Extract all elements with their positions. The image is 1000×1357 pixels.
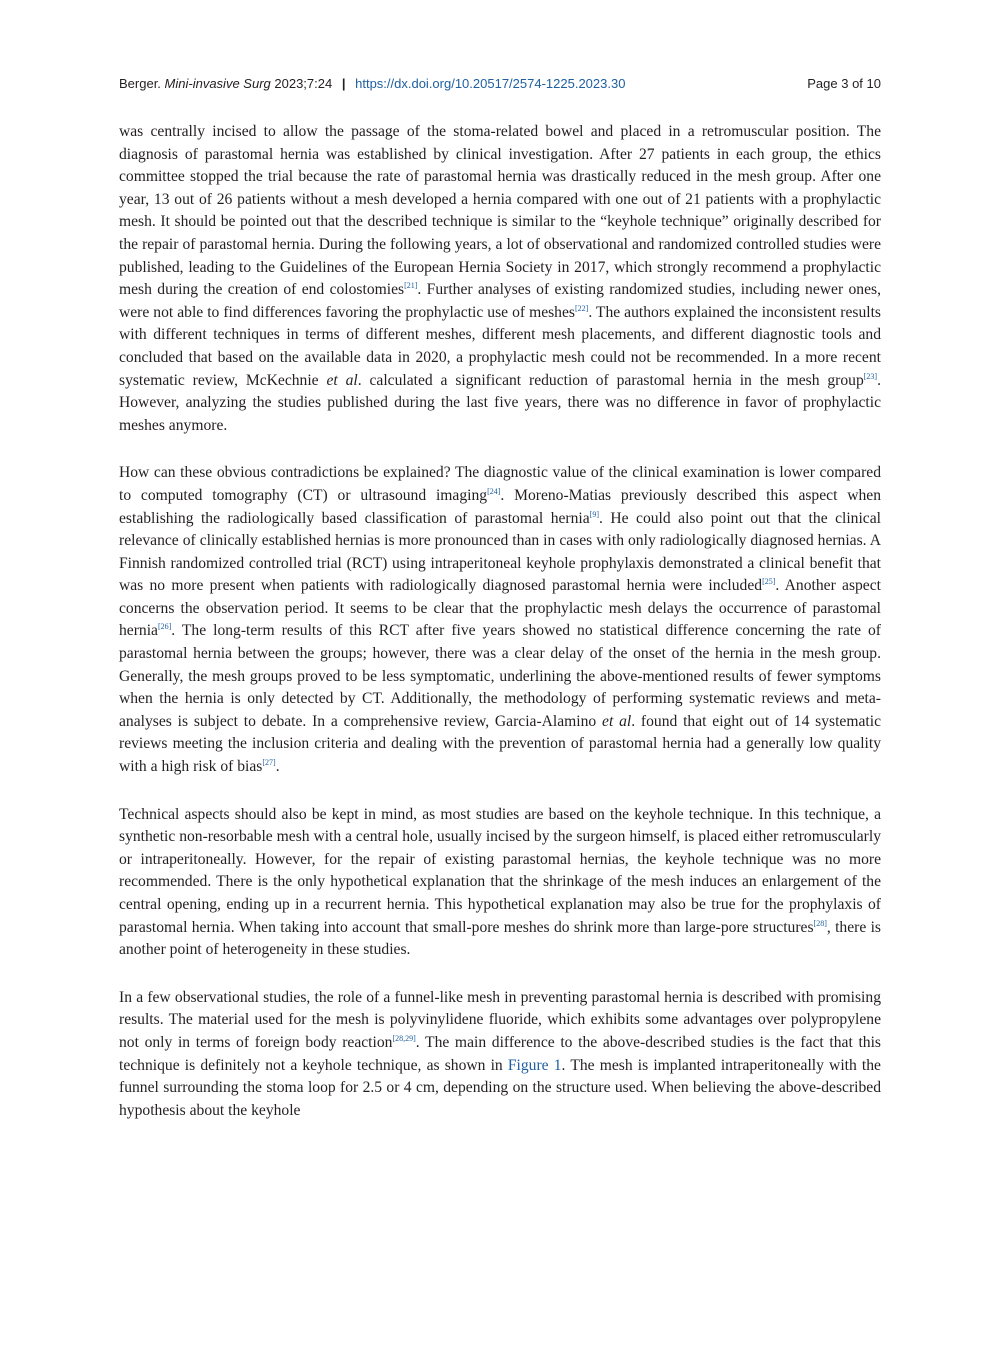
text-run: . Further analyses of existing randomized studies, including newer ones, were not able to find differences favoring the prophylactic use of meshes bbox=[119, 281, 881, 321]
text-run: . bbox=[275, 758, 280, 776]
figure-link[interactable]: Figure 1 bbox=[507, 1056, 562, 1074]
text-run: . He could also point out that the clinical relevance of clinically established hernias is more pronounced than in cases with only radiologically diagnosed hernias. A Finnish randomized controlled trial (RCT) using intraperitoneal keyhole prophylaxis demonstrated a clinical benefit that was no more present when patients with radiologically diagnosed parastomal hernia were included bbox=[119, 509, 881, 595]
header-citation bbox=[119, 74, 625, 94]
article-body bbox=[119, 121, 881, 1147]
citation-reference[interactable]: [25] bbox=[762, 577, 776, 587]
text-run: . calculated a significant reduction of parastomal hernia in the mesh group bbox=[357, 371, 864, 389]
citation-reference[interactable]: [28] bbox=[813, 918, 827, 928]
page-header bbox=[119, 74, 881, 94]
header-journal: Mini-invasive Surg bbox=[164, 76, 271, 91]
citation-reference[interactable]: [22] bbox=[574, 303, 589, 313]
text-run: . The main difference to the above-described studies is the fact that this technique is definitely not a keyhole technique, as shown in bbox=[119, 1033, 881, 1074]
citation-reference[interactable]: [9] bbox=[589, 509, 599, 519]
header-author: Berger. bbox=[119, 76, 161, 91]
body-paragraph bbox=[119, 462, 881, 778]
italic-text: et al bbox=[326, 371, 358, 389]
text-run: . Another aspect concerns the observation period. It seems to be clear that the prophylactic mesh delays the occurrence of parastomal hernia bbox=[119, 577, 881, 640]
page-number: Page 3 of 10 bbox=[807, 76, 881, 91]
text-run: . The long-term results of this RCT after five years showed no statistical difference concerning the rate of parastomal hernia between the groups; however, there was a clear delay of the onset of the hernia in the mesh group. Generally, the mesh groups proved to be less symptomatic, underlining the above-mentioned results of fewer symptoms when the hernia is only detected by CT. Additionally, the methodology of performing systematic reviews and meta-analyses is subject to debate. In a comprehensive review, Garcia-Alamino bbox=[119, 622, 881, 730]
text-run: . found that eight out of 14 systematic reviews meeting the inclusion criteria and dealing with the prevention of parastomal hernia had a generally low quality with a high risk of bias bbox=[119, 712, 881, 776]
citation-reference[interactable]: [28,29] bbox=[392, 1033, 416, 1043]
text-run: was centrally incised to allow the passage of the stoma-related bowel and placed in a retromuscular position. The diagnosis of parastomal hernia was established by clinical investigation. After 27 patients in each group, the ethics committee stopped the trial because the rate of parastomal hernia was drastically reduced in the mesh group. After one year, 13 out of 26 patients without a mesh developed a hernia compared with one out of 21 patients with a prophylactic mesh. It should be pointed out that the described technique is similar to the “keyhole technique” originally described for the repair of parastomal hernia. During the following years, a lot of observational and randomized controlled studies were published, leading to the Guidelines of the European Hernia Society in 2017, which strongly recommend a prophylactic mesh during the creation of end colostomies bbox=[119, 123, 881, 299]
text-run: . However, analyzing the studies published during the last five years, there was no difference in favor of prophylactic meshes anymore. bbox=[119, 371, 881, 434]
text-run: In a few observational studies, the role of a funnel-like mesh in preventing parastomal hernia is described with promising results. The material used for the mesh is polyvinylidene fluoride, which exhibits some advantages over polypropylene not only in terms of foreign body reaction bbox=[119, 988, 881, 1051]
citation-reference[interactable]: [21] bbox=[404, 281, 418, 291]
text-run: , there is another point of heterogeneity in these studies. bbox=[119, 918, 881, 959]
text-run: . The authors explained the inconsistent results with different techniques in terms of different meshes, different mesh placements, and different diagnostic tools and concluded that based on the available data in 2020, a prophylactic mesh could not be recommended. In a more recent systematic review, McKechnie bbox=[119, 303, 881, 389]
text-run: How can these obvious contradictions be explained? The diagnostic value of the clinical examination is lower compared to computed tomography (CT) or ultrasound imaging bbox=[119, 464, 881, 504]
citation-reference[interactable]: [24] bbox=[487, 486, 501, 496]
body-paragraph bbox=[119, 804, 881, 962]
body-paragraph bbox=[119, 121, 881, 437]
citation-reference[interactable]: [27] bbox=[262, 758, 276, 768]
italic-text: et al bbox=[602, 712, 632, 730]
text-run: . The mesh is implanted intraperitoneally with the funnel surrounding the stoma loop for 2.5 or 4 cm, depending on the structure used. When believing the above-described hypothesis about the keyhole bbox=[119, 1056, 881, 1119]
text-run: . Moreno-Matias previously described this aspect when establishing the radiologically based classification of parastomal hernia bbox=[119, 486, 881, 527]
body-paragraph bbox=[119, 987, 881, 1123]
header-separator: | bbox=[341, 76, 346, 91]
header-volume: 2023;7:24 bbox=[274, 76, 333, 91]
text-run: Technical aspects should also be kept in mind, as most studies are based on the keyhole technique. In this technique, a synthetic non-resorbable mesh with a central hole, usually incised by the surgeon himself, is placed either retromuscularly or intraperitoneally. However, for the repair of existing parastomal hernias, the keyhole technique was no more recommended. There is the only hypothetical explanation that the shrinkage of the mesh induces an enlargement of the central opening, ending up in a recurrent hernia. This hypothetical explanation may also be true for the prophylaxis of parastomal hernia. When taking into account that small-pore meshes do shrink more than large-pore structures bbox=[119, 805, 881, 936]
citation-reference[interactable]: [26] bbox=[157, 622, 172, 632]
doi-link[interactable]: https://dx.doi.org/10.20517/2574-1225.2023.30 bbox=[355, 76, 626, 91]
citation-reference[interactable]: [23] bbox=[863, 371, 878, 381]
